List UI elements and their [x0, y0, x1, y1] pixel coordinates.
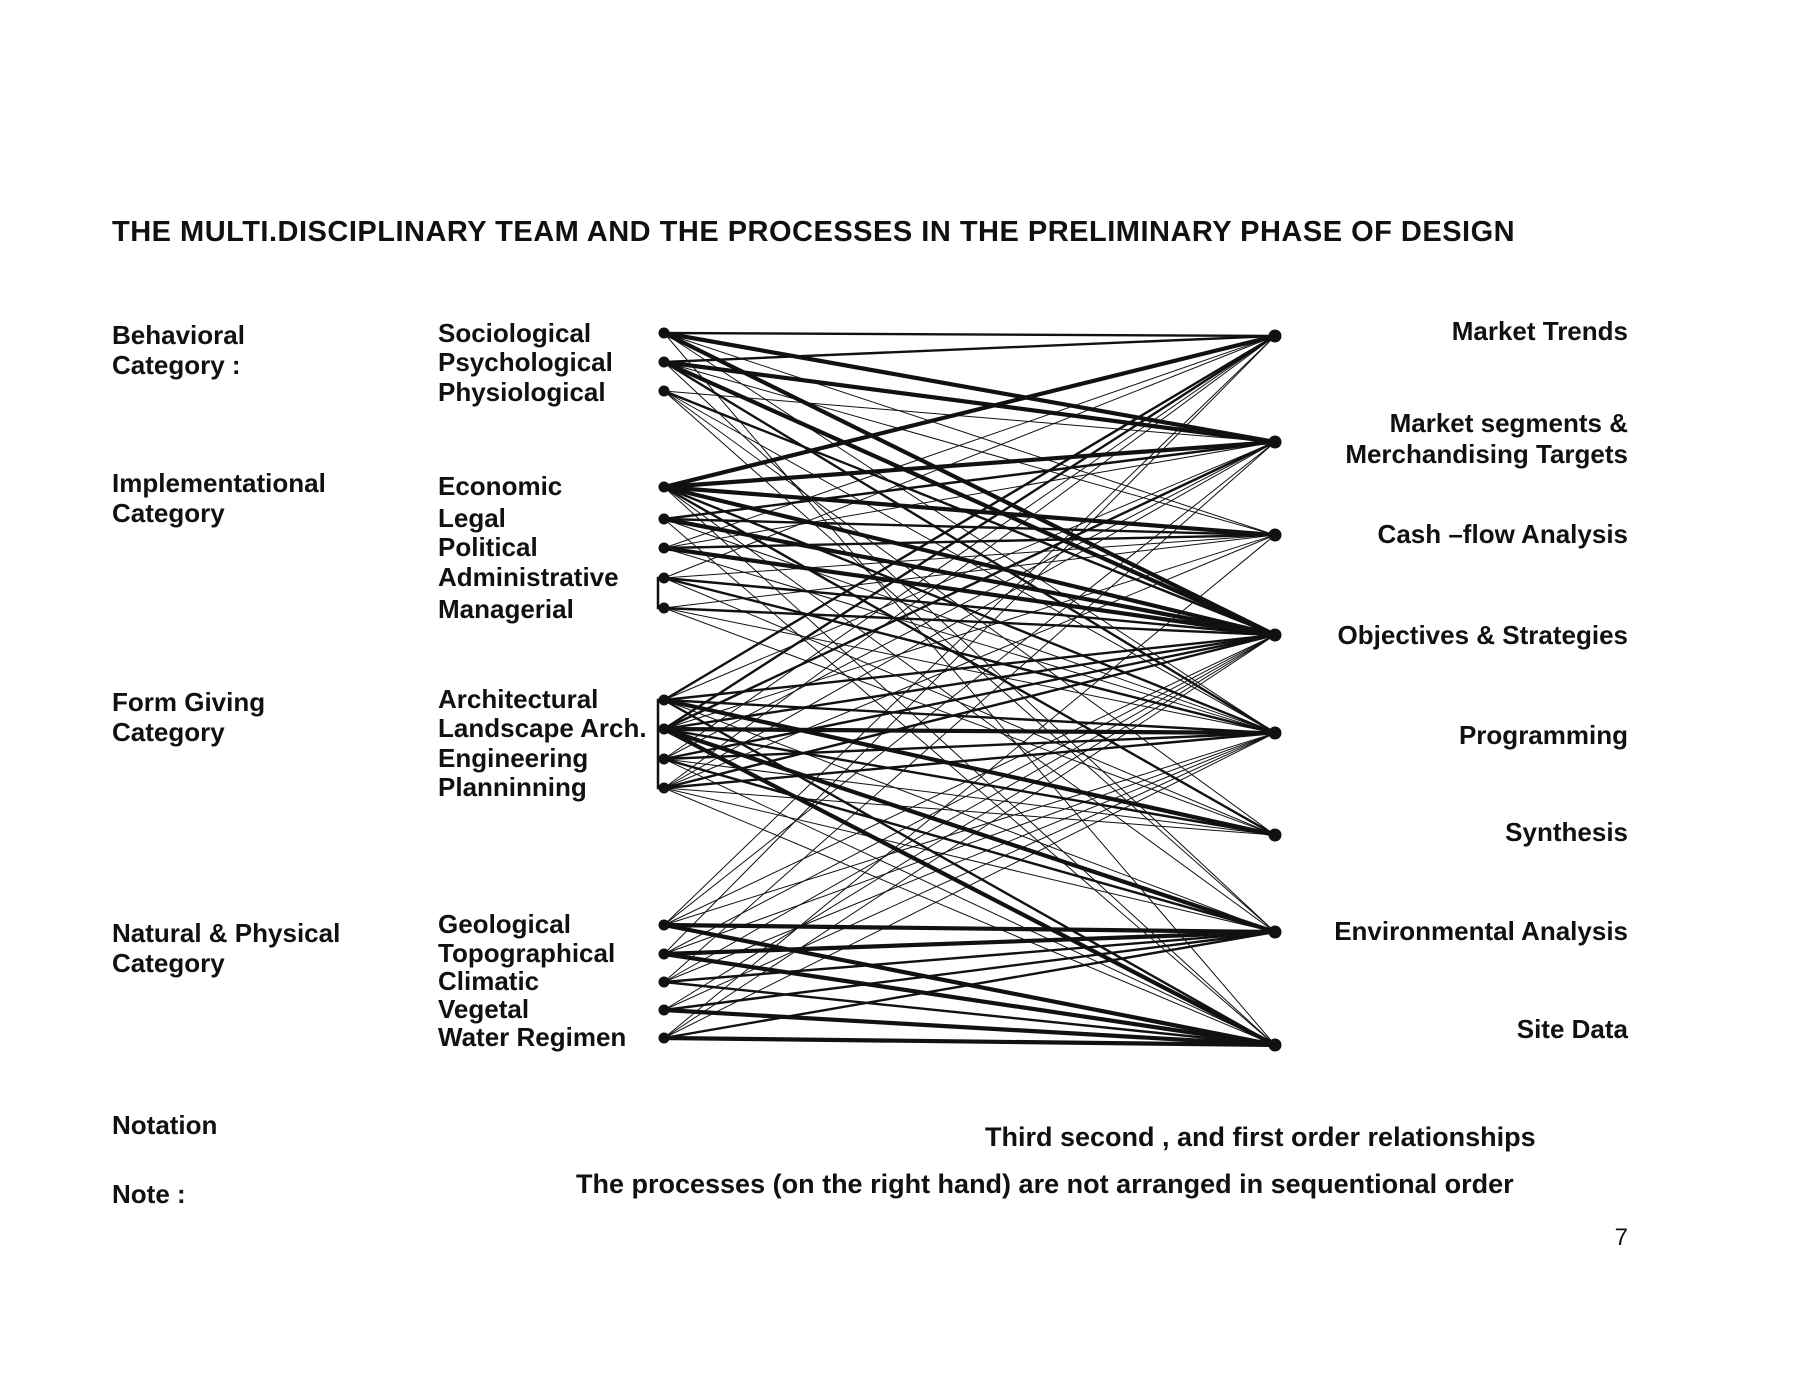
discipline-node-0	[659, 328, 670, 339]
discipline-planning: Planninning	[438, 772, 587, 802]
relationship-line-order-2	[664, 932, 1275, 1038]
category-behavioral: Behavioral Category :	[112, 320, 245, 380]
relationship-line-order-3	[664, 788, 1275, 1045]
notation-label: Notation	[112, 1110, 218, 1140]
group-bracket-1	[658, 700, 662, 788]
discipline-node-4	[659, 514, 670, 525]
discipline-node-11	[659, 783, 670, 794]
discipline-node-3	[659, 482, 670, 493]
page-title: THE MULTI.DISCIPLINARY TEAM AND THE PROCESSES IN THE PRELIMINARY PHASE OF DESIGN	[112, 216, 1516, 248]
note-text: The processes (on the right hand) are not arranged in sequentional order	[576, 1169, 1514, 1199]
discipline-vegetal: Vegetal	[438, 994, 530, 1024]
discipline-administrative: Administrative	[438, 562, 619, 592]
discipline-legal: Legal	[438, 503, 506, 533]
process-node-0	[1269, 330, 1282, 343]
relationship-line-order-1	[664, 925, 1275, 932]
discipline-node-9	[659, 724, 670, 735]
process-node-7	[1269, 1039, 1282, 1052]
discipline-sociological: Sociological	[438, 318, 592, 348]
process-node-4	[1269, 727, 1282, 740]
process-synthesis: Synthesis	[1505, 817, 1628, 847]
relationship-line-order-1	[664, 729, 1275, 733]
discipline-node-5	[659, 543, 670, 554]
category-natural-physical: Natural & Physical Category	[112, 918, 341, 978]
discipline-geological: Geological	[438, 909, 571, 939]
relationship-line-order-3	[664, 788, 1275, 932]
discipline-node-16	[659, 1033, 670, 1044]
process-node-2	[1269, 529, 1282, 542]
notation-text: Third second , and first order relationships	[985, 1122, 1536, 1152]
discipline-node-2	[659, 386, 670, 397]
discipline-physiological: Physiological	[438, 377, 606, 407]
discipline-topographical: Topographical	[438, 938, 616, 968]
process-node-3	[1269, 629, 1282, 642]
discipline-engineering: Engineering	[438, 743, 589, 773]
discipline-node-10	[659, 754, 670, 765]
process-programming: Programming	[1458, 720, 1628, 750]
process-objectives-strategies: Objectives & Strategies	[1337, 620, 1628, 650]
discipline-node-7	[659, 603, 670, 614]
relationship-lines	[664, 333, 1275, 1045]
relationship-line-order-2	[664, 333, 1275, 336]
process-market-trends: Market Trends	[1451, 316, 1628, 346]
discipline-psychological: Psychological	[438, 347, 613, 377]
discipline-node-6	[659, 573, 670, 584]
discipline-node-12	[659, 920, 670, 931]
discipline-node-14	[659, 977, 670, 988]
process-node-1	[1269, 436, 1282, 449]
discipline-architectural: Architectural	[438, 684, 599, 714]
process-environmental-analysis: Environmental Analysis	[1334, 916, 1628, 946]
discipline-economic: Economic	[438, 471, 563, 501]
category-form-giving: Form Giving Category	[112, 687, 266, 747]
process-site-data: Site Data	[1516, 1014, 1628, 1044]
relationship-line-order-3	[664, 442, 1275, 925]
relationship-line-order-2	[664, 700, 1275, 1045]
page-number: 7	[1614, 1224, 1628, 1251]
relationship-line-order-2	[664, 932, 1275, 982]
discipline-node-15	[659, 1005, 670, 1016]
category-implementational: Implementational Category	[112, 468, 326, 528]
relationship-line-order-3	[664, 333, 1275, 1045]
discipline-landscape-arch: Landscape Arch.	[438, 713, 647, 743]
discipline-managerial: Managerial	[438, 594, 574, 624]
note-label: Note :	[112, 1179, 186, 1209]
discipline-node-13	[659, 949, 670, 960]
process-market-segments: Market segments & Merchandising Targets	[1345, 408, 1628, 469]
process-node-5	[1269, 829, 1282, 842]
process-node-6	[1269, 926, 1282, 939]
discipline-climatic: Climatic	[438, 966, 540, 996]
discipline-political: Political	[438, 532, 538, 562]
discipline-node-1	[659, 357, 670, 368]
discipline-water-regimen: Water Regimen	[438, 1022, 627, 1052]
discipline-node-8	[659, 695, 670, 706]
relationship-line-order-3	[664, 733, 1275, 925]
process-cash-flow-analysis: Cash –flow Analysis	[1377, 519, 1628, 549]
